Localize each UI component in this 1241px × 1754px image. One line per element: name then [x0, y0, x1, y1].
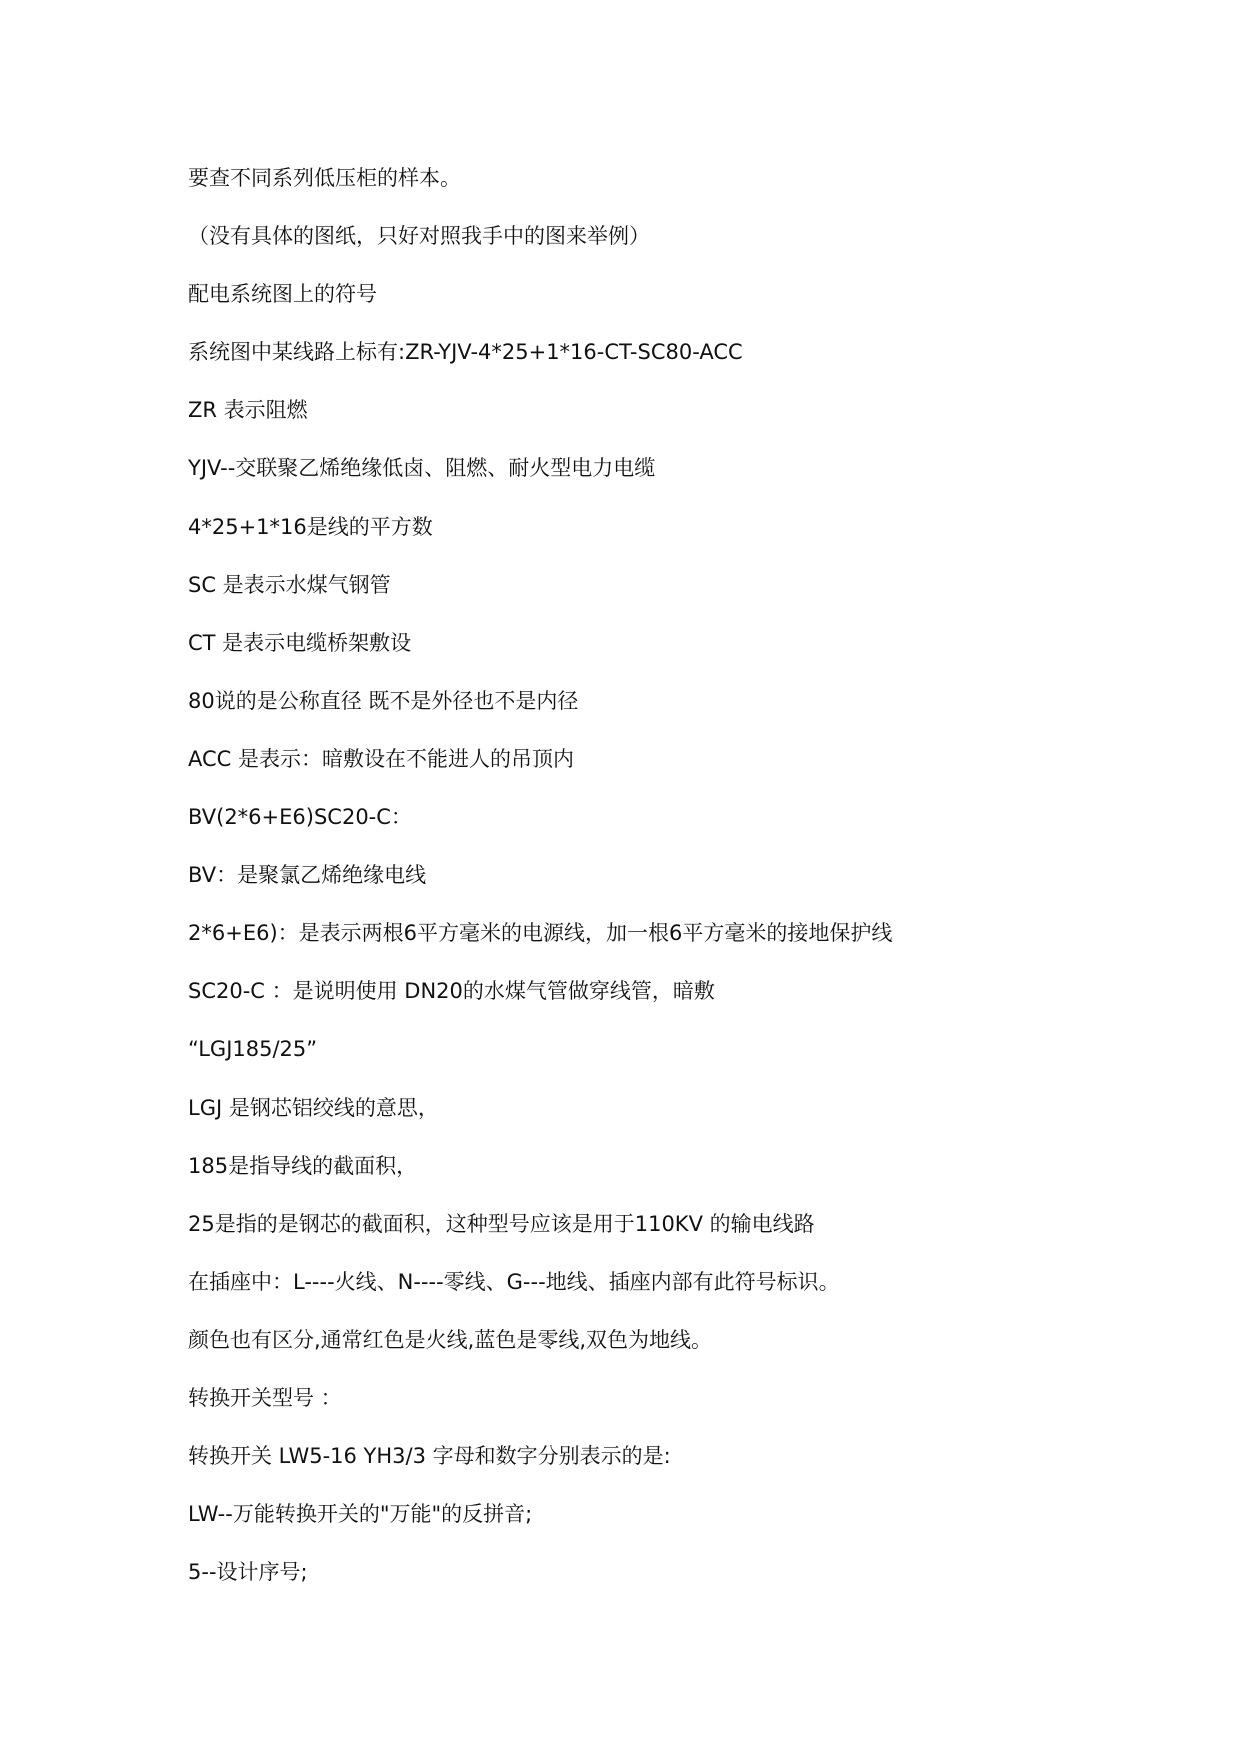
- text-line: 要查不同系列低压柜的样本。: [188, 166, 461, 190]
- text-line: 25是指的是钢芯的截面积，这种型号应该是用于110KV 的输电线路: [188, 1211, 815, 1236]
- text-body: [188, 160, 1188, 1612]
- text-line: （没有具体的图纸，只好对照我手中的图来举例）: [188, 224, 650, 249]
- text-line: LW--万能转换开关的"万能"的反拼音;: [188, 1502, 533, 1527]
- text-line: 配电系统图上的符号: [188, 282, 377, 307]
- text-line: 在插座中：L----火线、N----零线、G---地线、插座内部有此符号标识。: [188, 1269, 840, 1294]
- text-line: 转换开关 LW5-16 YH3/3 字母和数字分别表示的是:: [188, 1444, 671, 1469]
- text-line: ACC 是表示：暗敷设在不能进人的吊顶内: [188, 746, 574, 771]
- text-line: ZR 表示阻燃: [188, 398, 308, 423]
- text-line: 系统图中某线路上标有:ZR-YJV-4*25+1*16-CT-SC80-ACC: [188, 340, 743, 365]
- text-line: 颜色也有区分,通常红色是火线,蓝色是零线,双色为地线。: [188, 1327, 713, 1352]
- text-line: YJV--交联聚乙烯绝缘低卤、阻燃、耐火型电力电缆: [188, 456, 656, 481]
- text-line: 2*6+E6)：是表示两根6平方毫米的电源线，加一根6平方毫米的接地保护线: [188, 921, 893, 946]
- text-line: 5--设计序号;: [188, 1560, 308, 1585]
- text-line: 185是指导线的截面积，: [188, 1153, 418, 1178]
- text-line: SC 是表示水煤气钢管: [188, 572, 391, 597]
- text-line: SC20-C ：是说明使用 DN20的水煤气管做穿线管，暗敷: [188, 979, 715, 1004]
- text-line: LGJ 是钢芯铝绞线的意思，: [188, 1095, 439, 1120]
- text-line: 4*25+1*16是线的平方数: [188, 514, 433, 539]
- text-line: BV：是聚氯乙烯绝缘电线: [188, 863, 427, 888]
- text-line: BV(2*6+E6)SC20-C：: [188, 805, 412, 830]
- text-line: 转换开关型号 ：: [188, 1385, 342, 1410]
- text-line: CT 是表示电缆桥架敷设: [188, 630, 412, 655]
- text-line: “LGJ185/25”: [188, 1037, 318, 1062]
- text-line: 80说的是公称直径 既不是外径也不是内径: [188, 688, 579, 713]
